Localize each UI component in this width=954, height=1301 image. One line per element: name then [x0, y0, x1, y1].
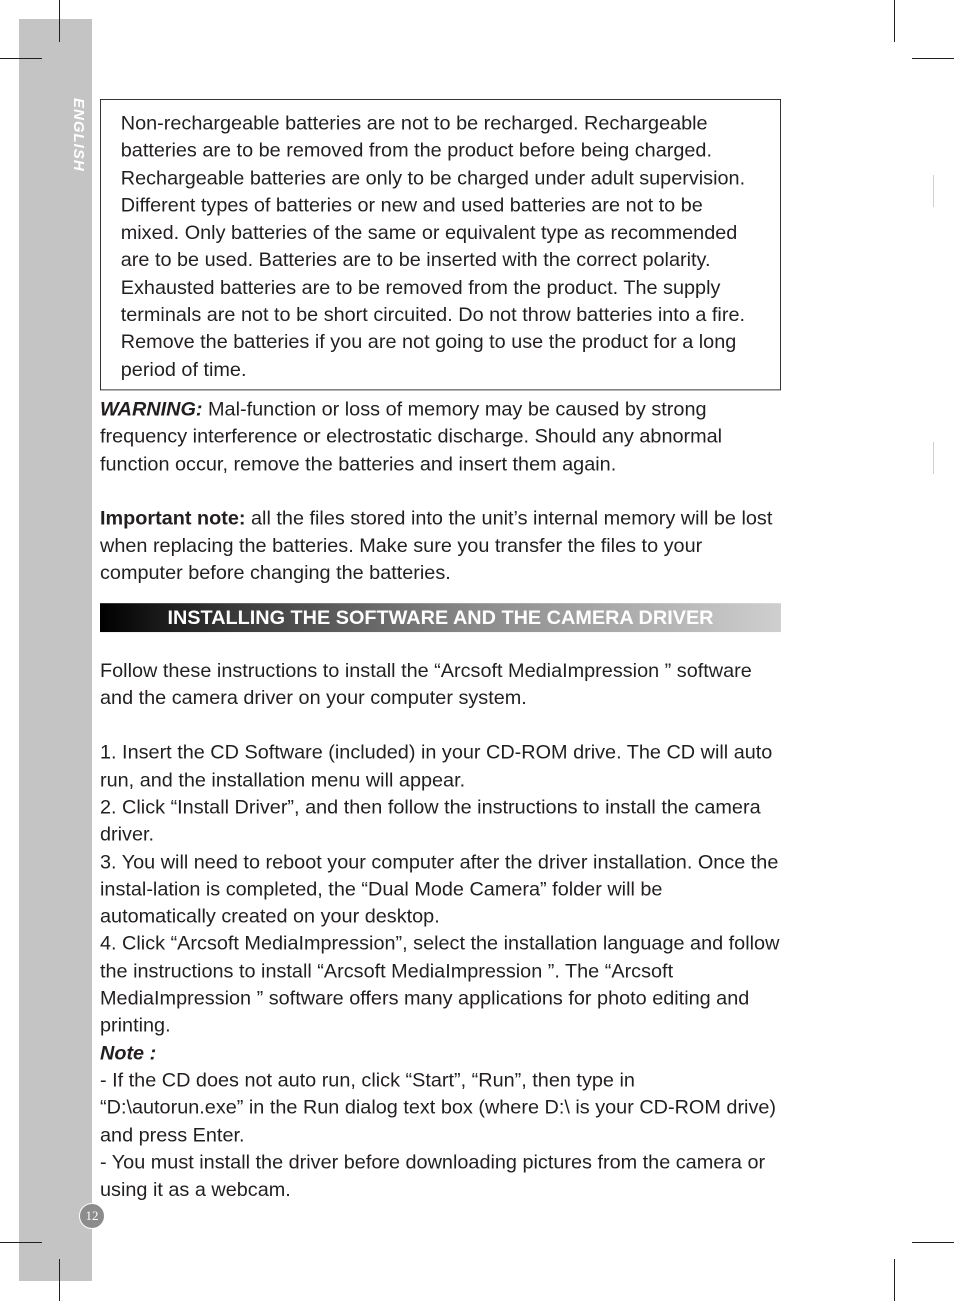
crop-mark	[894, 0, 895, 42]
note-label: Note :	[100, 1041, 157, 1064]
page-content	[100, 99, 781, 1203]
crop-mark	[59, 1259, 60, 1301]
registration-mark	[933, 175, 934, 207]
battery-safety-box	[100, 99, 781, 390]
step-item: 1. Insert the CD Software (included) in your CD-ROM drive. The CD will auto run, and the installation menu will appear.	[100, 740, 773, 791]
section-heading: INSTALLING THE SOFTWARE AND THE CAMERA DRIVER	[100, 603, 781, 632]
note-item: - You must install the driver before downloading pictures from the camera or using it as a webcam.	[100, 1150, 766, 1201]
step-item: 4. Click “Arcsoft MediaImpression”, select the installation language and follow the instructions to install “Arcsoft MediaImpression ”. The “Arcsoft MediaImpression ” software offers many applications for photo editing and printing.	[100, 931, 780, 1037]
crop-mark	[0, 1242, 42, 1243]
crop-mark	[59, 0, 60, 42]
step-item: 3. You will need to reboot your computer after the driver installation. Once the instal-lation is completed, the “Dual Mode Camera” folder will be automatically created on your desktop.	[100, 849, 779, 928]
important-note-paragraph	[100, 505, 781, 587]
page-number: 12	[79, 1203, 105, 1229]
battery-safety-text: Non-rechargeable batteries are not to be recharged. Rechargeable batteries are to be removed from the product before being charged. Rechargeable batteries are only to be charged under adult supervision. Different types of batteries or new and used batteries are not to be mixed. Only batteries of the same or equivalent type as recommended are to be used. Batteries are to be inserted with the correct polarity. Exhausted batteries are to be removed from the product. The supply terminals are not to be short circuited. Do not throw batteries into a fire. Remove the batteries if you are not going to use the product for a long period of time.	[120, 111, 746, 381]
important-note-text: all the files stored into the unit’s internal memory will be lost when replacing the batteries. Make sure you transfer the files to your computer before changing the batteries.	[100, 506, 773, 584]
warning-text: Mal-function or loss of memory may be caused by strong frequency interference or electrostatic discharge. Should any abnormal function occur, remove the batteries and insert them again.	[100, 397, 723, 475]
warning-paragraph	[100, 396, 781, 478]
step-item: 2. Click “Install Driver”, and then follow the instructions to install the camera driver.	[100, 795, 761, 846]
warning-label: WARNING:	[100, 397, 203, 421]
note-item: - If the CD does not auto run, click “Start”, “Run”, then type in “D:\autorun.exe” in the Run dialog text box (where D:\ is your CD-ROM drive) and press Enter.	[100, 1068, 777, 1146]
registration-mark	[933, 442, 934, 474]
crop-mark	[894, 1259, 895, 1301]
install-steps	[100, 739, 781, 1040]
language-label: ENGLISH	[70, 98, 87, 172]
language-sidebar	[19, 19, 92, 1281]
important-note-label: Important note:	[100, 506, 246, 530]
crop-mark	[912, 58, 954, 59]
crop-mark	[0, 58, 42, 59]
crop-mark	[912, 1242, 954, 1243]
intro-paragraph: Follow these instructions to install the “Arcsoft MediaImpression ” software and the camera driver on your computer system.	[100, 658, 752, 709]
